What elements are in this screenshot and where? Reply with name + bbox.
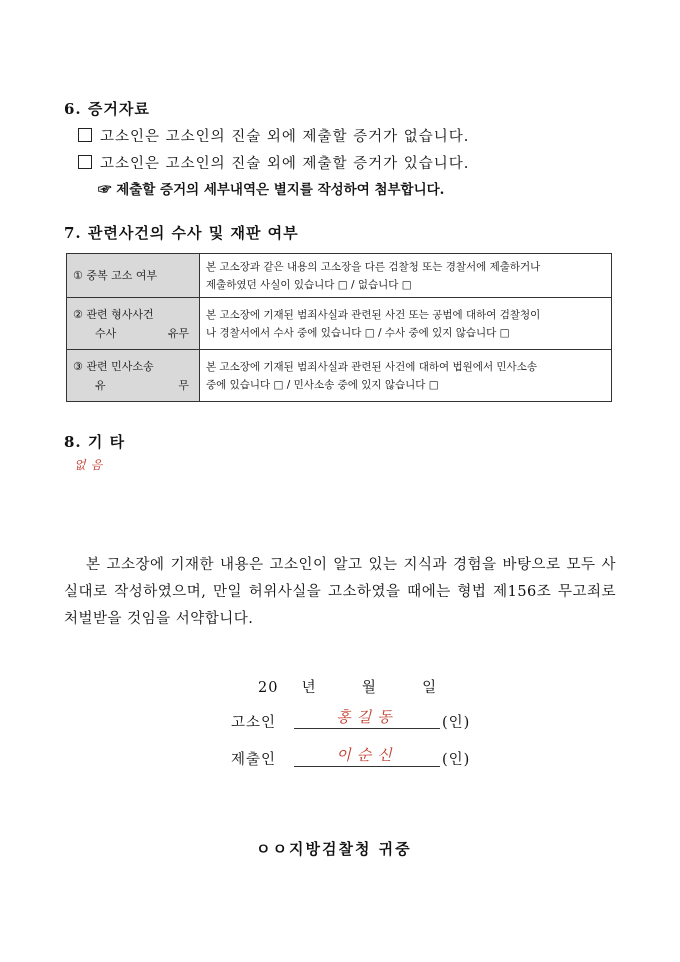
- evidence-option-has[interactable]: [78, 152, 469, 173]
- row-label-text: ① 중복 고소 여부: [73, 269, 158, 282]
- row-desc-line2: 중에 있습니다 □ / 민사소송 중에 있지 않습니다 □: [206, 378, 439, 391]
- date-year-unit: 년: [301, 680, 317, 696]
- submitter-name-field[interactable]: [294, 744, 440, 767]
- row-label: [67, 350, 200, 402]
- submitter-seal: (인): [442, 752, 471, 768]
- other-heading: 8. 기 타: [64, 433, 126, 451]
- date-line: [258, 676, 437, 697]
- row-description: [200, 254, 612, 298]
- declaration-text: 본 고소장에 기재한 내용은 고소인이 알고 있는 지식과 경험을 바탕으로 모두 사실대로 작성하였으며, 만일 허위사실을 고소하였을 때에는 형법 제156조 무고죄로 처벌받을 것임을 서약합니다.: [64, 557, 616, 627]
- row-desc-line2: 제출하였던 사실이 있습니다 □ / 없습니다 □: [206, 278, 412, 291]
- row-label-sub-a: 수사: [95, 326, 117, 340]
- submitter-label: 제출인: [231, 752, 277, 768]
- row-description: [200, 298, 612, 350]
- row-label-text: ③ 관련 민사소송: [73, 359, 154, 373]
- evidence-note: [98, 178, 444, 198]
- complainant-name: 홍길동: [336, 708, 398, 726]
- row-label-text: ② 관련 형사사건: [73, 307, 154, 321]
- row-desc-line2: 나 경찰서에서 수사 중에 있습니다 □ / 수사 중에 있지 않습니다 □: [206, 326, 510, 339]
- row-label-sub-b: 유무: [167, 326, 189, 340]
- other-content: 없음: [74, 458, 108, 472]
- table-row: [67, 298, 612, 350]
- pointing-hand-icon: ☞: [98, 182, 112, 198]
- date-year: 20: [258, 680, 279, 696]
- checkbox-icon[interactable]: [78, 128, 92, 142]
- complainant-name-field[interactable]: [294, 706, 440, 729]
- date-month-unit: 월: [361, 680, 377, 696]
- complainant-seal: (인): [442, 715, 471, 731]
- evidence-option-has-label: 고소인은 고소인의 진술 외에 제출할 증거가 있습니다.: [100, 156, 470, 172]
- row-label-sub-a: 유: [95, 378, 106, 392]
- row-label-sub-b: 무: [178, 378, 189, 392]
- row-desc-line1: 본 고소장에 기재된 범죄사실과 관련된 사건에 대하여 법원에서 민사소송: [206, 360, 537, 373]
- row-desc-line1: 본 고소장과 같은 내용의 고소장을 다른 검찰청 또는 경찰서에 제출하거나: [206, 260, 541, 273]
- evidence-option-none-label: 고소인은 고소인의 진술 외에 제출할 증거가 없습니다.: [100, 129, 470, 145]
- addressee: ㅇㅇ지방검찰청 귀중: [256, 840, 412, 858]
- row-desc-line1: 본 고소장에 기재된 범죄사실과 관련된 사건 또는 공범에 대하여 검찰청이: [206, 308, 541, 321]
- checkbox-icon[interactable]: [78, 155, 92, 169]
- table-row: [67, 254, 612, 298]
- submitter-name: 이순신: [336, 746, 398, 764]
- declaration-paragraph: [64, 552, 616, 633]
- evidence-heading: 6. 증거자료: [64, 100, 150, 118]
- related-cases-heading: 7. 관련사건의 수사 및 재판 여부: [64, 224, 299, 242]
- evidence-option-none[interactable]: [78, 125, 469, 146]
- row-label: [67, 298, 200, 350]
- evidence-note-text: 제출할 증거의 세부내역은 별지를 작성하여 첨부합니다.: [116, 182, 445, 198]
- date-day-unit: 일: [422, 680, 438, 696]
- table-row: [67, 350, 612, 402]
- complainant-label: 고소인: [231, 715, 277, 731]
- related-cases-table: [66, 253, 612, 402]
- row-description: [200, 350, 612, 402]
- row-label: [67, 254, 200, 298]
